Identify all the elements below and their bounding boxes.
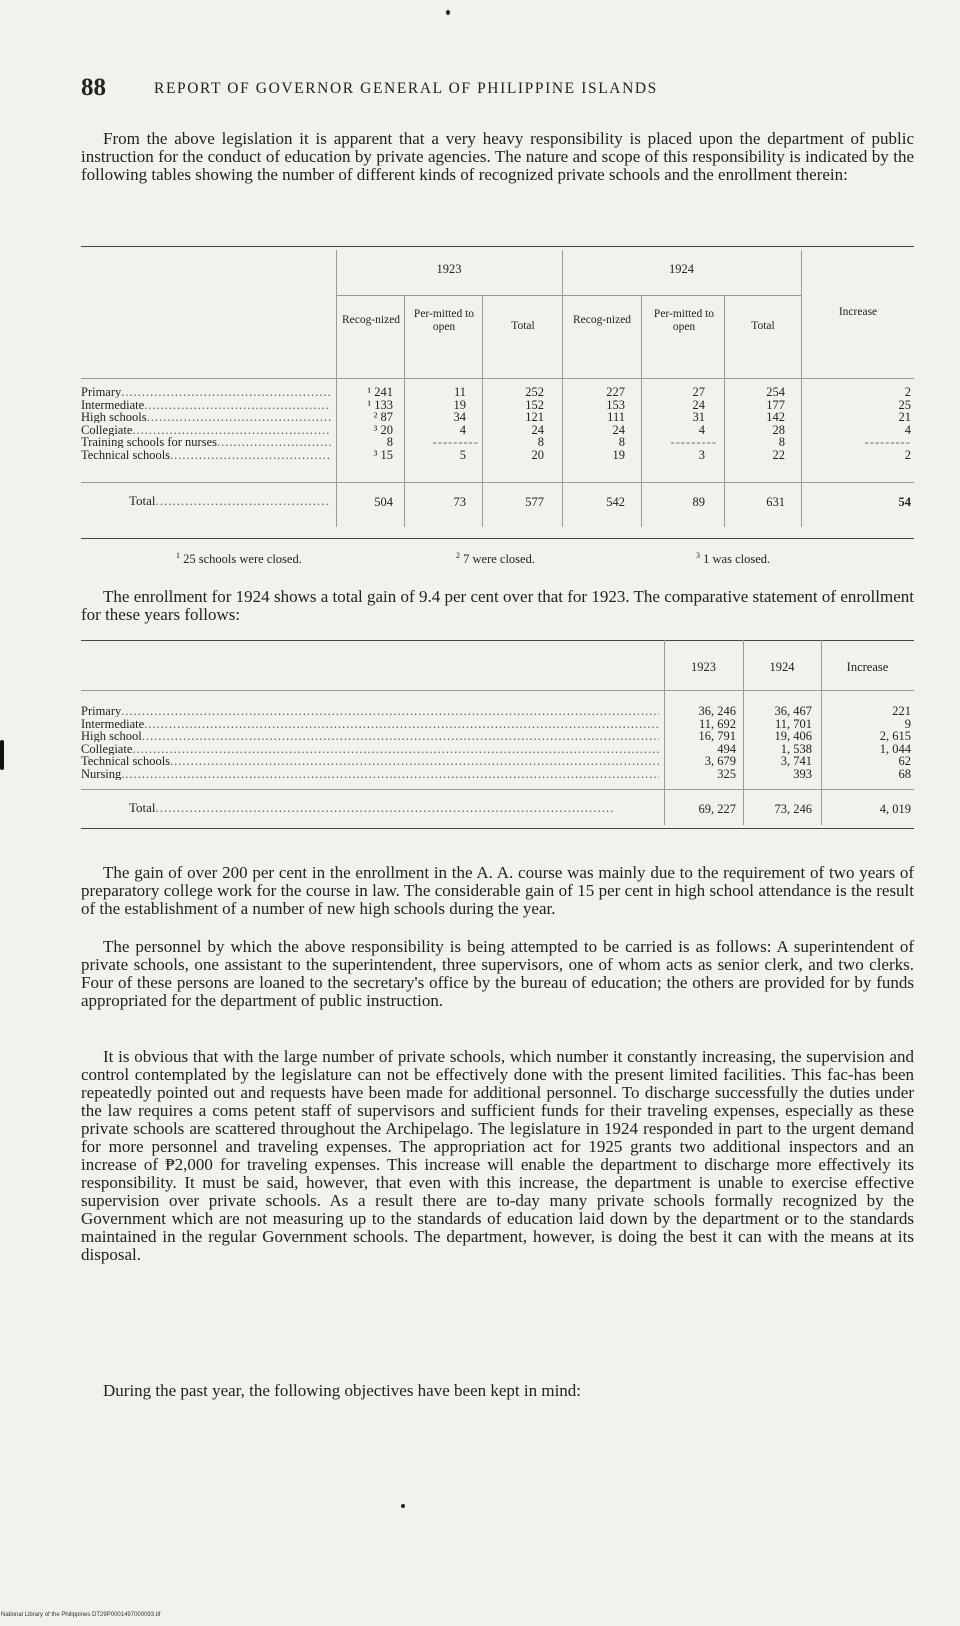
cell-value: ³ 15	[373, 447, 393, 462]
total-value: 542	[606, 495, 625, 509]
row-label: Intermediate .....	[81, 399, 331, 411]
col-permitted-1924: Per-mitted to open	[653, 308, 715, 333]
cell-value: 8	[386, 435, 393, 449]
cell-value: ¹ 133	[367, 397, 393, 412]
scan-speck	[446, 10, 450, 15]
scan-edge-mark	[0, 740, 4, 770]
cell-value: 142	[766, 410, 785, 424]
cell-value: 16, 791	[698, 729, 736, 743]
cell-value: 393	[793, 766, 812, 781]
year-1924-header: 1924	[669, 262, 694, 276]
total-value: 4, 019	[879, 802, 911, 816]
intro-paragraph: From the above legislation it is apparent that a very heavy responsibility is placed upon the department of public instruction for the conduct of education by private agencies. The nature and scope of this responsibility is indicated by the following tables showing the number of different kinds of recognized private schools and the enrollment therein:	[81, 129, 914, 184]
cell-value: 227	[606, 385, 625, 399]
body-paragraph-1: The gain of over 200 per cent in the enrollment in the A. A. course was mainly due to the requirement of two years of preparatory college work for the course in law. The considerable gain of 15 per cent in high school attendance is the result of the establishment of a number of new high schools during the year.	[81, 863, 914, 918]
cell-value: ---------	[432, 435, 479, 449]
cell-value: 3, 679	[704, 754, 736, 768]
table-top-rule	[81, 246, 914, 247]
cell-value: 252	[525, 385, 544, 399]
total-label: Total .....	[129, 493, 331, 508]
cell-value: 177	[766, 397, 785, 412]
total-value: 69, 227	[698, 802, 736, 816]
cell-value: 24	[612, 422, 625, 437]
cell-value: 36, 467	[774, 704, 812, 718]
schools-table	[81, 250, 914, 540]
total-value: 89	[692, 495, 705, 509]
cell-value: 5	[459, 447, 466, 462]
cell-value: ² 87	[373, 410, 393, 424]
cell-value: 153	[606, 397, 625, 412]
cell-value: 8	[537, 435, 544, 449]
total-value: 54	[898, 495, 911, 509]
cell-value: 9	[904, 716, 911, 731]
row-label: Intermediate .....	[81, 718, 441, 730]
row-label: Primary .....	[81, 386, 331, 398]
table-bottom-rule	[81, 828, 914, 829]
cell-value: 19, 406	[774, 729, 812, 743]
cell-value: 21	[898, 410, 911, 424]
cell-value: 24	[692, 397, 705, 412]
total-value: 504	[374, 495, 393, 509]
enrollment-paragraph: The enrollment for 1924 shows a total gain of 9.4 per cent over that for 1923. The comparative statement of enrollment for these years follows:	[81, 587, 914, 624]
cell-value: 11	[453, 385, 466, 399]
col-1924: 1924	[769, 660, 795, 674]
cell-value: 1, 044	[879, 741, 911, 756]
cell-value: 2	[904, 385, 911, 399]
col-increase: Increase	[846, 660, 889, 674]
cell-value: 11, 701	[774, 716, 812, 731]
cell-value: 8	[618, 435, 625, 449]
total-label: Total .....	[129, 800, 385, 815]
row-label: High school .....	[81, 730, 439, 742]
row-label: Training schools for nurses .....	[81, 436, 331, 448]
cell-value: 27	[692, 385, 705, 399]
cell-value: 34	[453, 410, 466, 424]
col-increase: Increase	[838, 306, 878, 318]
cell-value: 4	[698, 422, 705, 437]
cell-value: 8	[778, 435, 785, 449]
cell-value: ---------	[864, 435, 911, 449]
running-title: REPORT OF GOVERNOR GENERAL OF PHILIPPINE ISLANDS	[154, 80, 658, 97]
cell-value: ¹ 241	[367, 385, 393, 399]
row-label: Technical schools .....	[81, 755, 467, 767]
table-bottom-rule	[81, 538, 914, 539]
cell-value: 121	[525, 410, 544, 424]
cell-value: ---------	[670, 435, 717, 449]
year-1923-header: 1923	[436, 262, 462, 276]
col-total-1923: Total	[511, 320, 535, 332]
cell-value: 20	[531, 447, 544, 462]
cell-value: ³ 20	[373, 422, 393, 437]
cell-value: 111	[607, 410, 625, 424]
cell-value: 68	[898, 766, 911, 781]
row-label: Nursing .....	[81, 768, 418, 780]
cell-value: 19	[453, 397, 466, 412]
cell-value: 4	[459, 422, 466, 437]
cell-value: 3	[698, 447, 705, 462]
row-label: Collegiate .....	[81, 743, 429, 755]
cell-value: 1, 538	[780, 741, 812, 756]
cell-value: 4	[904, 422, 911, 437]
cell-value: 2	[904, 447, 911, 462]
col-1923: 1923	[691, 660, 716, 674]
body-paragraph-2: The personnel by which the above responsibility is being attempted to be carried is as follows: A superintendent of private schools, one assistant to the superintendent, three supervisors, one of whom acts as senior clerk, and two clerks. Four of these persons are loaned to the secretary's office by the bureau of education; the others are provided for by funds appropriated for the department of public instruction.	[81, 937, 914, 1010]
col-total-1924: Total	[751, 320, 775, 332]
total-value: 577	[525, 495, 544, 509]
row-label: Primary .....	[81, 705, 418, 717]
cell-value: 254	[766, 385, 785, 399]
cell-value: 325	[717, 766, 736, 781]
body-paragraph-3: It is obvious that with the large number of private schools, which number it constantly increasing, the supervision and control contemplated by the legislature can not be effectively done with the present limited facilities. This fac-has been repeatedly pointed out and requests have been made for additional personnel. To discharge successfully the duties under the law requires a coms petent staff of supervisors and sufficient funds for their traveling expenses, especially as these private schools are scattered throughout the Archipelago. The legislature in 1924 responded in part to the urgent demand for more personnel and traveling expenses. The appropriation act for 1925 grants two additional inspectors and an increase of ₱2,000 for traveling expenses. This increase will enable the department to discharge more effectively its responsibility. It must be said, however, that even with this increase, the department is unable to exercise effective supervision over private schools. As a result there are to-day many private schools formally recognized by the Government which are not measuring up to the standards of education laid down by the department or to the standards maintained in the regular Government schools. The department, however, is doing the best it can with the means at its disposal.	[81, 1047, 914, 1264]
page-header	[81, 74, 841, 104]
footnote-1: $^1$ 25 schools were closed.	[176, 551, 302, 567]
total-value: 73	[453, 495, 466, 509]
footnote-3: $^3$ 1 was closed.	[696, 551, 771, 567]
cell-value: 31	[692, 410, 705, 424]
cell-value: 2, 615	[879, 729, 911, 743]
cell-value: 11, 692	[698, 716, 736, 731]
row-label: Technical schools .....	[81, 449, 331, 461]
row-label: High schools .....	[81, 411, 331, 423]
col-permitted-1923: Per-mitted to open	[413, 308, 475, 333]
scan-footer: National Library of the Philippines DT29P0001497000093.tif	[1, 1612, 161, 1618]
footnote-2: $^2$ 7 were closed.	[456, 551, 535, 567]
body-paragraph-4: During the past year, the following objectives have been kept in mind:	[103, 1381, 582, 1400]
cell-value: 3, 741	[780, 754, 812, 768]
row-label: Collegiate .....	[81, 424, 331, 436]
cell-value: 25	[898, 397, 911, 412]
total-value: 73, 246	[774, 802, 812, 816]
cell-value: 152	[525, 397, 544, 412]
cell-value: 62	[898, 754, 911, 768]
cell-value: 28	[772, 422, 785, 437]
cell-value: 19	[612, 447, 625, 462]
total-value: 631	[766, 495, 785, 509]
page-number: 88	[81, 74, 106, 101]
col-recognized-1924: Recog-nized	[572, 314, 632, 326]
cell-value: 221	[892, 704, 911, 718]
cell-value: 36, 246	[698, 704, 736, 718]
cell-value: 24	[531, 422, 544, 437]
scan-speck	[401, 1504, 405, 1508]
cell-value: 494	[717, 741, 736, 756]
enrollment-table	[81, 640, 914, 835]
cell-value: 22	[772, 447, 785, 462]
col-recognized-1923: Recog-nized	[341, 314, 401, 326]
